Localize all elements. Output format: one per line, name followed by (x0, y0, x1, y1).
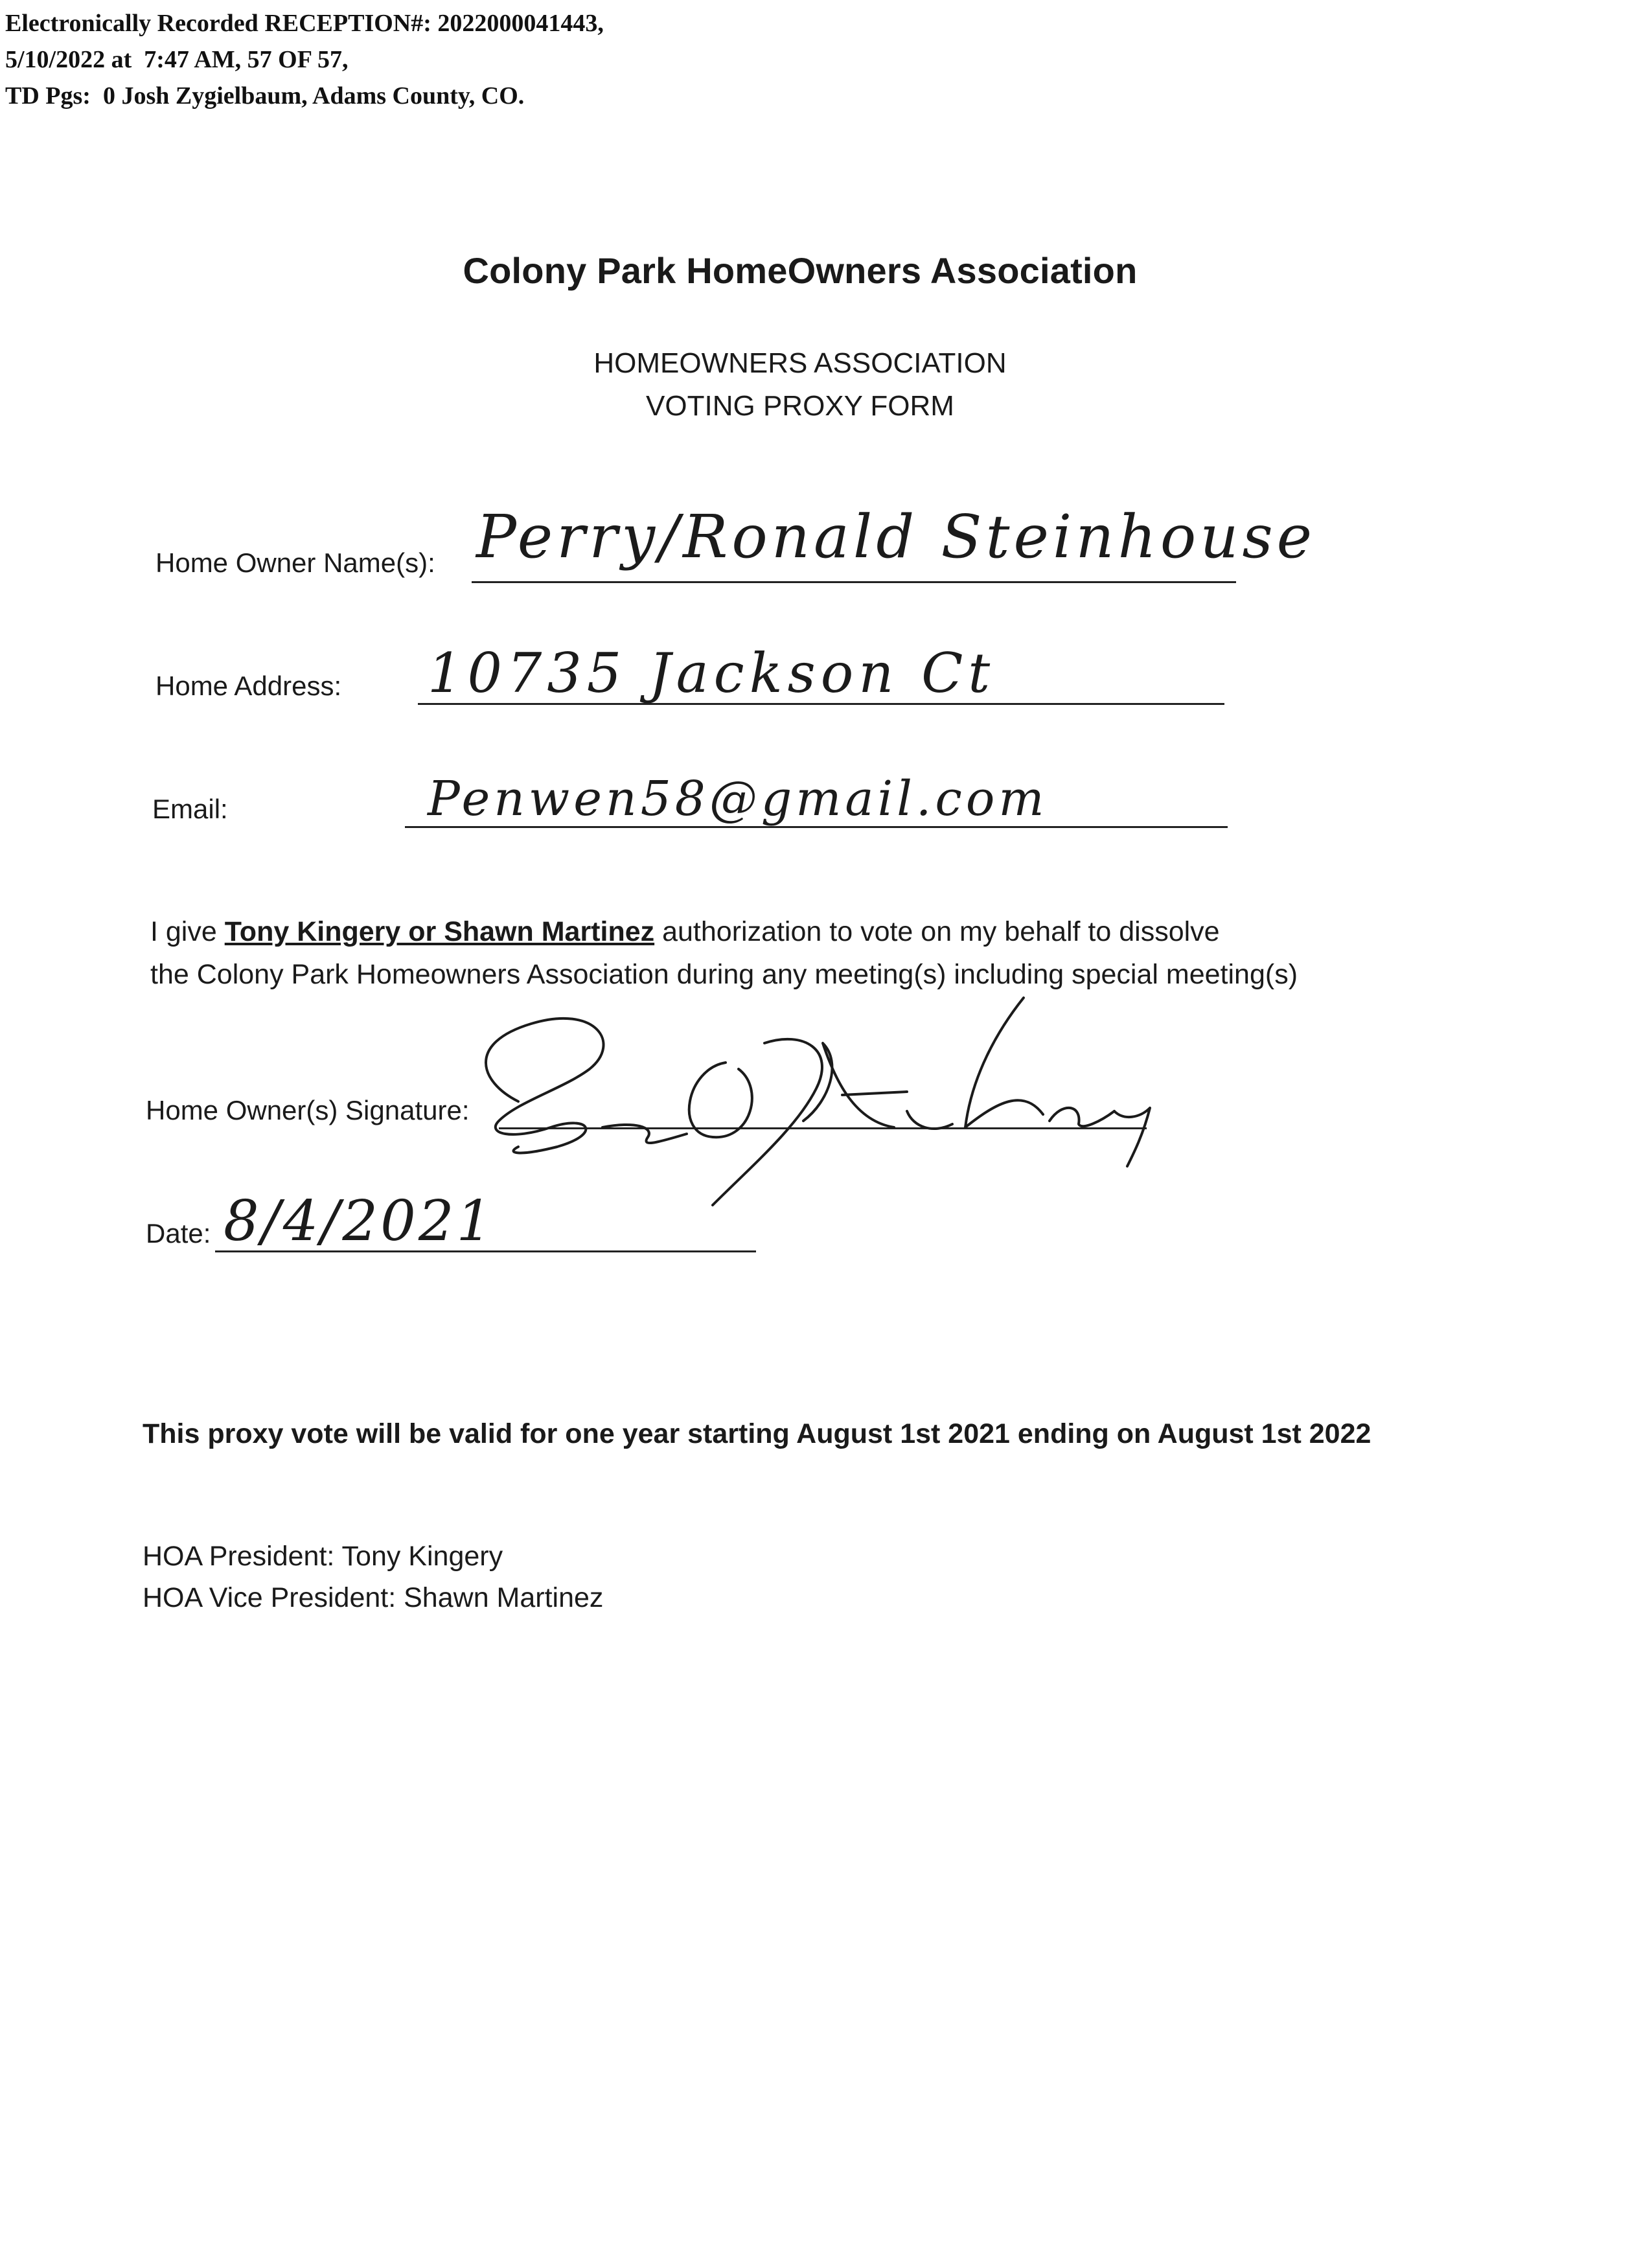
owner-name-value[interactable]: Perry/Ronald Steinhouse (476, 502, 1316, 571)
date-label: Date: (146, 1218, 211, 1249)
officers-list (143, 1536, 603, 1618)
president-line: HOA President: Tony Kingery (143, 1541, 503, 1572)
authorization-line-1 (150, 910, 1298, 953)
vice-president-line: HOA Vice President: Shawn Martinez (143, 1582, 604, 1613)
subtitle-line-1: HOMEOWNERS ASSOCIATION (593, 347, 1007, 379)
subtitle-line-2: VOTING PROXY FORM (646, 390, 954, 422)
owner-name-label: Home Owner Name(s): (155, 547, 435, 578)
stamp-line-3: TD Pgs: 0 Josh Zygielbaum, Adams County, CO. (5, 82, 525, 109)
signature-label: Home Owner(s) Signature: (146, 1095, 470, 1125)
document-title: Colony Park HomeOwners Association (463, 250, 1138, 291)
address-value[interactable]: 10735 Jackson Ct (428, 641, 996, 705)
signature-scribble[interactable] (441, 972, 1153, 1218)
date-value[interactable]: 8/4/2021 (224, 1189, 495, 1254)
validity-notice: This proxy vote will be valid for one year starting August 1st 2021 ending on August 1st 2022 (143, 1418, 1371, 1449)
authorization-line-2: the Colony Park Homeowners Association during any meeting(s) including special meeting(s) (150, 959, 1298, 990)
email-label: Email: (152, 794, 228, 824)
stamp-line-2: 5/10/2022 at 7:47 AM, 57 OF 57, (5, 46, 349, 73)
named-proxies: Tony Kingery or Shawn Martinez (224, 916, 655, 947)
authorization-suffix: authorization to vote on my behalf to dissolve (654, 916, 1220, 947)
document-subtitle (0, 342, 1600, 428)
recording-stamp (5, 5, 604, 114)
address-label: Home Address: (155, 671, 342, 701)
email-value[interactable]: Penwen58@gmail.com (428, 771, 1048, 827)
stamp-line-1: Electronically Recorded RECEPTION#: 2022000041443, (5, 10, 604, 37)
authorization-prefix: I give (150, 916, 225, 947)
owner-name-line (472, 581, 1236, 583)
